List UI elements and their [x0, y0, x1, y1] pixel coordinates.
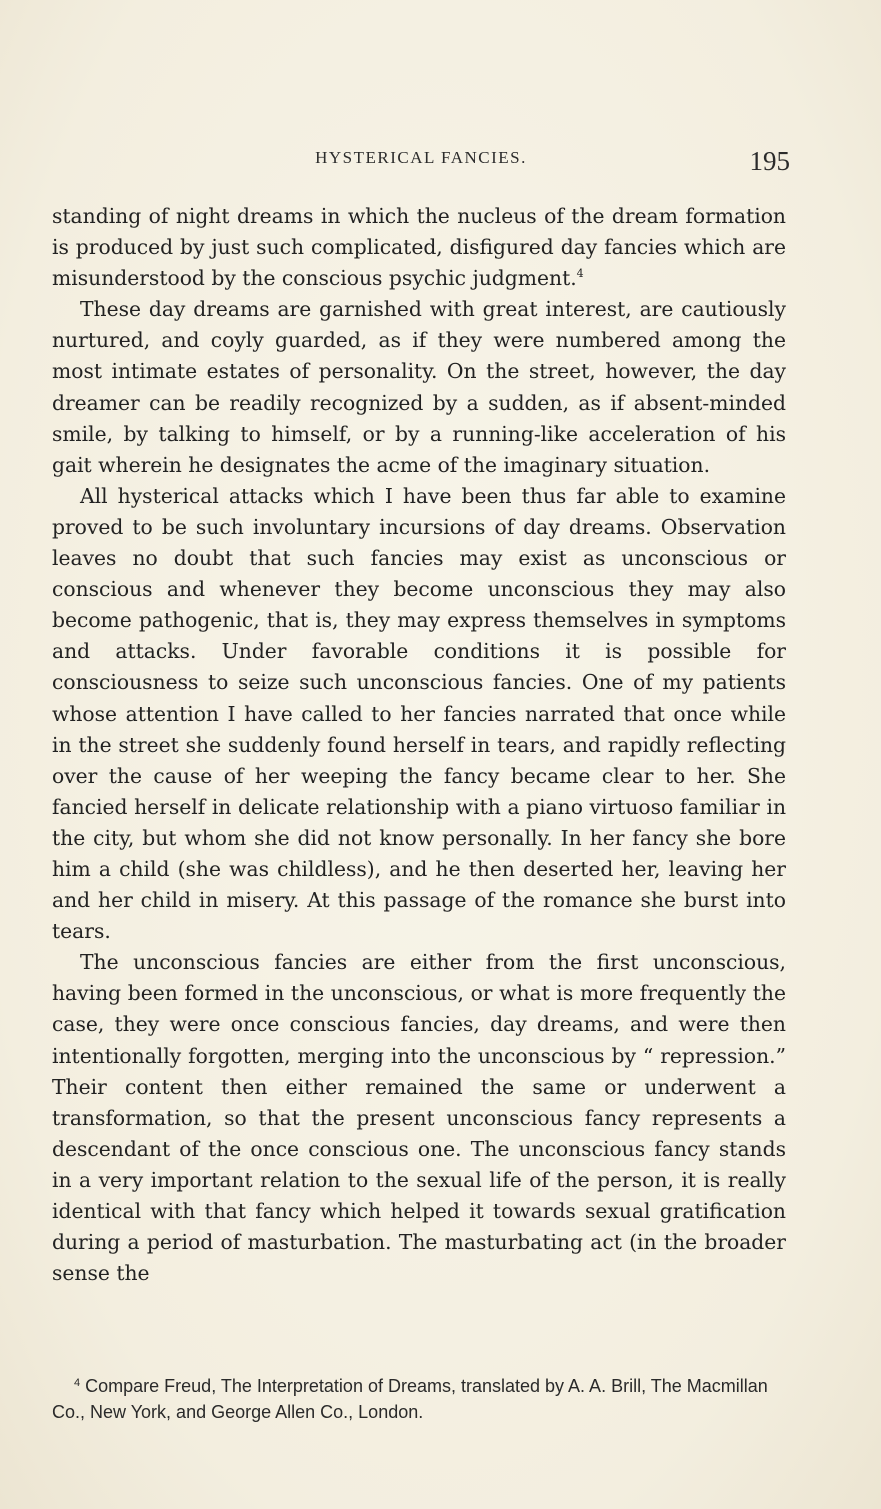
paragraph-1 — [52, 201, 786, 294]
page-header — [52, 146, 790, 180]
footnote-mark: 4 — [74, 1377, 81, 1389]
paragraph-1-text: standing of night dreams in which the nucleus of the dream formation is produced by just such complicated, disfigured day fancies which are misunderstood by the conscious psychic judgment. — [52, 204, 786, 291]
paragraph-2: These day dreams are garnished with great interest, are cautiously nurtured, and coyly guarded, as if they were numbered among the most intimate estates of personality. On the street, however, the day dreamer can be readily recognized by a sudden, as if absent-minded smile, by talking to himself, or by a running-like acceleration of his gait wherein he designates the acme of the imaginary situation. — [52, 297, 786, 477]
footnote — [52, 1373, 786, 1425]
footnote-reference: 4 — [576, 267, 584, 281]
running-head: HYSTERICAL FANCIES. — [315, 148, 527, 167]
paragraph-4: The unconscious fancies are either from the first unconscious, having been formed in the unconscious, or what is more frequently the case, they were once conscious fancies, day dreams, and were then intentionally forgotten, merging into the unconscious by “ repression.” Their content then either remained the same or underwent a transformation, so that the present unconscious fancy represents a descendant of the once conscious one. The unconscious fancy stands in a very important relation to the sexual life of the person, it is really identical with that fancy which helped it towards sexual gratification during a period of masturbation. The masturbating act (in the broader sense the — [52, 950, 786, 1286]
body-text — [52, 201, 786, 1289]
page-number: 195 — [749, 146, 790, 176]
footnote-text: Compare Freud, The Interpretation of Dreams, translated by A. A. Brill, The Macmillan Co., New York, and George Allen Co., London. — [52, 1376, 768, 1422]
paragraph-3: All hysterical attacks which I have been thus far able to examine proved to be such involuntary incursions of day dreams. Observation leaves no doubt that such fancies may exist as unconscious or conscious and whenever they become unconscious they may also become pathogenic, that is, they may express themselves in symptoms and attacks. Under favorable conditions it is possible for consciousness to seize such unconscious fancies. One of my patients whose attention I have called to her fancies narrated that once while in the street she suddenly found herself in tears, and rapidly reflecting over the cause of her weeping the fancy became clear to her. She fancied herself in delicate relationship with a piano virtuoso familiar in the city, but whom she did not know personally. In her fancy she bore him a child (she was childless), and he then deserted her, leaving her and her child in misery. At this passage of the romance she burst into tears. — [52, 483, 786, 944]
